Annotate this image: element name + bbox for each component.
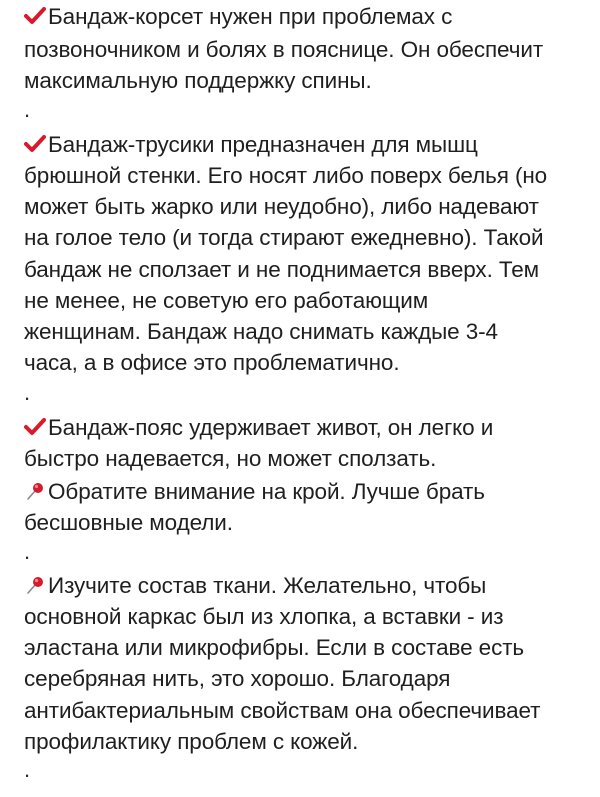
- paragraph-line: может быть жарко или неудобно), либо надевают: [24, 194, 539, 219]
- separator-dot: .: [24, 380, 31, 405]
- paragraph-line: на голое тело (и тогда стирают ежедневно). Такой: [24, 225, 544, 250]
- paragraph-line: бандаж не сползает и не поднимается вверх. Тем: [24, 257, 540, 282]
- check-mark-icon: [24, 5, 46, 27]
- paragraph-line: основной каркас был из хлопка, а вставки - из: [24, 604, 504, 629]
- paragraph-line: максимальную поддержку спины.: [24, 68, 372, 93]
- paragraph-line: женщинам. Бандаж надо снимать каждые 3-4: [24, 319, 498, 344]
- pushpin-icon: [24, 574, 46, 596]
- paragraph-line: часа, а в офисе это проблематично.: [24, 350, 400, 375]
- check-mark-icon: [24, 416, 46, 438]
- pushpin-icon: [24, 480, 46, 502]
- paragraph-line: антибактериальным свойствам она обеспечивает: [24, 698, 541, 723]
- paragraph-line: Бандаж-пояс удерживает живот, он легко и: [24, 413, 493, 443]
- paragraph-line: профилактику проблем с кожей.: [24, 729, 359, 754]
- separator-dot: .: [24, 97, 31, 122]
- paragraph-line: брюшной стенки. Его носят либо поверх белья (но: [24, 163, 548, 188]
- separator-dot: .: [24, 539, 31, 564]
- paragraph-line: Изучите состав ткани. Желательно, чтобы: [24, 571, 486, 601]
- paragraph-line: бесшовные модели.: [24, 510, 233, 535]
- paragraph-line: серебряная нить, это хорошо. Благодаря: [24, 666, 451, 691]
- paragraph-line: Бандаж-трусики предназначен для мышц: [24, 130, 478, 160]
- paragraph-line: быстро надевается, но может сползать.: [24, 446, 437, 471]
- paragraph-line: Обратите внимание на крой. Лучше брать: [24, 477, 485, 507]
- check-mark-icon: [24, 133, 46, 155]
- paragraph-line: Бандаж-корсет нужен при проблемах с: [24, 2, 452, 32]
- paragraph-line: эластана или микрофибры. Если в составе есть: [24, 635, 525, 660]
- paragraph-line: позвоночником и болях в пояснице. Он обеспечит: [24, 37, 544, 62]
- separator-dot: .: [24, 757, 31, 782]
- paragraph-line: не менее, не советую его работающим: [24, 288, 429, 313]
